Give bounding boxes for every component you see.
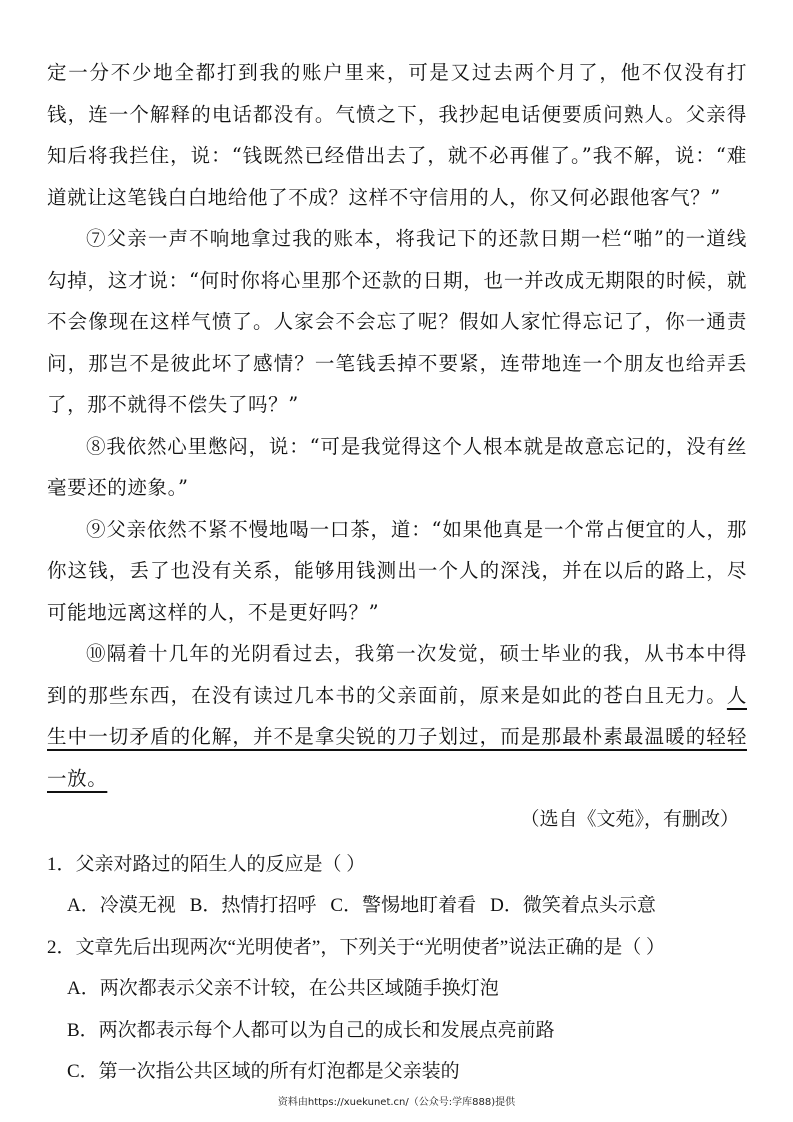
paragraph-10: [47, 633, 747, 799]
underlined-sentence: 人生中一切矛盾的化解，并不是拿尖锐的刀子划过，而是那最朴素最温暖的轻轻一放。: [47, 683, 747, 790]
question-1-stem: 1．父亲对路过的陌生人的反应是（ ）: [47, 853, 366, 875]
source-citation: （选自《文苑》，有删改）: [520, 808, 739, 830]
question-1-options: [47, 885, 747, 927]
paragraph-10-text: ⑩隔着十几年的光阴看过去，我第一次发觉，硕士毕业的我，从书本中得到的那些东西，在没有读过几本书的父亲面前，原来是如此的苍白且无力。: [47, 642, 747, 707]
question-2-stem: 2．文章先后出现两次“光明使者”，下列关于“光明使者”说法正确的是（ ）: [47, 936, 665, 958]
document-page: [47, 52, 747, 1093]
question-1-option-c: C．警惕地盯着看: [330, 895, 477, 916]
paragraph-9: ⑨父亲依然不紧不慢地喝一口茶，道：“如果他真是一个常占便宜的人，那你这钱，丢了也没有关系，能够用钱测出一个人的深浅，并在以后的路上，尽可能地远离这样的人，不是更好吗？”: [47, 517, 747, 624]
question-1-option-a: A．冷漠无视: [67, 895, 176, 916]
paragraph-8: ⑧我依然心里憋闷，说：“可是我觉得这个人根本就是故意忘记的，没有丝毫要还的迹象。”: [47, 434, 747, 499]
question-1-option-b: B．热情打招呼: [189, 895, 317, 916]
question-1-option-d: D．微笑着点头示意: [490, 895, 656, 916]
question-2-option-b: B．两次都表示每个人都可以为自己的成长和发展点亮前路: [67, 1019, 555, 1041]
question-2-option-c: C．第一次指公共区域的所有灯泡都是父亲装的: [67, 1061, 460, 1082]
paragraph-7: ⑦父亲一声不响地拿过我的账本，将我记下的还款日期一栏“啪”的一道线勾掉，这才说：“何时你将心里那个还款的日期，也一并改成无期限的时候，就不会像现在这样气愤了。人家会不会忘了呢？假如人家忙得忘记了，你一通责问，那岂不是彼此坏了感情？一笔钱丢掉不要紧，连带地连一个朋友也给弄丢了，那不就得不偿失了吗？”: [47, 227, 747, 416]
question-list: [47, 844, 747, 1093]
footer-source-note: 资料由https://xuekunet.cn/（公众号:学库888)提供: [277, 1097, 516, 1108]
question-2-option-a: A．两次都表示父亲不计较，在公共区域随手换灯泡: [67, 978, 499, 999]
paragraph-6-continued: 定一分不少地全都打到我的账户里来，可是又过去两个月了，他不仅没有打钱，连一个解释的电话都没有。气愤之下，我抄起电话便要质问熟人。父亲得知后将我拦住，说：“钱既然已经借出去了，就不必再催了。”我不解，说：“难道就让这笔钱白白地给他了不成？这样不守信用的人，你又何必跟他客气？”: [47, 61, 747, 209]
